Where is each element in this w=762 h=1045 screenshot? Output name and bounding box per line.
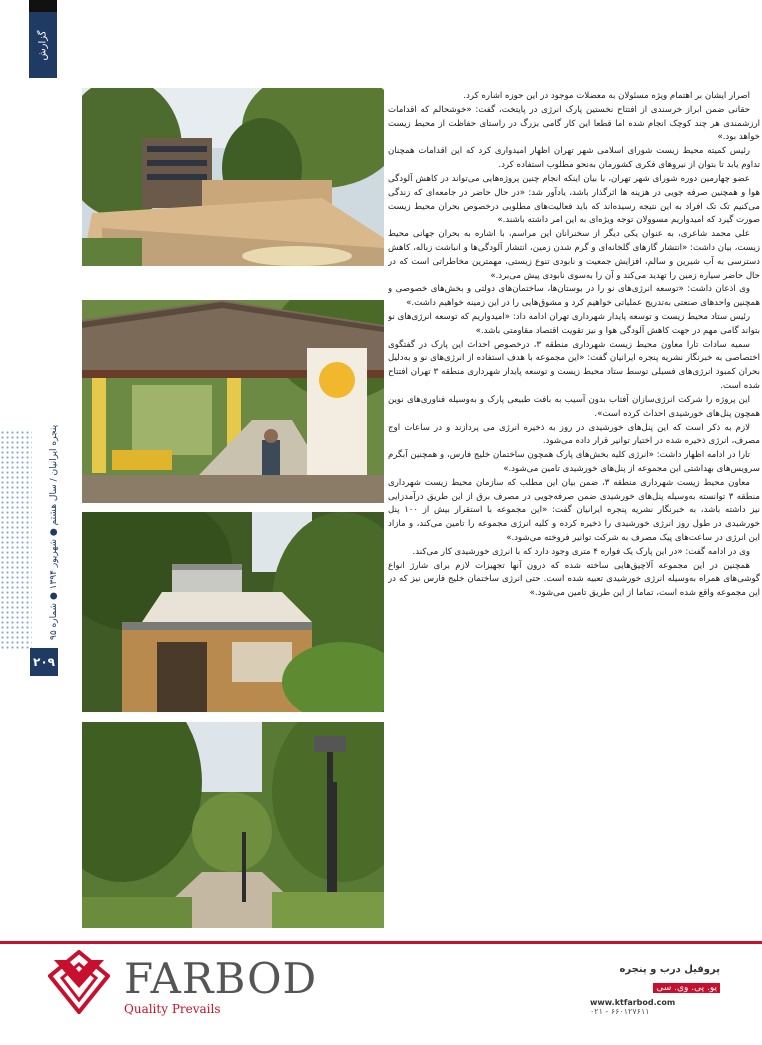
photo-gazebo bbox=[82, 300, 384, 503]
ad-headline: پروفیل درب و پنجره bbox=[619, 964, 720, 975]
ad-subheadline: یو. پی. وی. سی bbox=[653, 983, 720, 993]
paragraph: حقانی ضمن ابراز خرسندی از افتتاح نخستین پارک انرژی در پایتخت، گفت: «خوشحالم که اقدامات ارزشمندی هر چند کوچک انجام شده اما قطعا این کار گامی بزرگ در راستای حفاظت از محیط زیست خواهد بود.» bbox=[388, 104, 760, 143]
paragraph: وی در ادامه گفت: «در این پارک یک فواره ۴ متری وجود دارد که با انرژی خورشیدی کار می‌کند. bbox=[412, 546, 750, 557]
top-black-bar bbox=[29, 0, 57, 12]
magazine-info-strip bbox=[44, 424, 59, 640]
paragraph: این پروژه را شرکت انرژی‌سازان آفتاب بدون آسیب به بافت طبیعی پارک و به‌وسیله فناوری‌های نوین همچون پنل‌های خورشیدی احداث کرده است». bbox=[388, 394, 760, 419]
magazine-info: پنجره ایرانیان / سال هشتم ● شهریور ۱۳۹۴ ● شماره ۹۵ bbox=[49, 424, 59, 640]
photo-solar-building bbox=[82, 512, 384, 712]
decorative-dot-pattern bbox=[0, 430, 32, 650]
paragraph: علی محمد شاعری، به عنوان یکی دیگر از سخنرانان این مراسم، با اشاره به بحران جهانی محیط زیست، بیان داشت: «انتشار گازهای گلخانه‌ای و گرم شدن زمین، انتشار آلودگی‌ها و انباشت زباله، کاهش دسترسی به آب شیرین و سالم، افزایش جمعیت و نابودی تنوع زیستی، مهمترین مخاطراتی است که در حال حاضر سیاره زمین را تهدید می‌کند و آن را به‌سوی نابودی پیش می‌برد.» bbox=[388, 229, 760, 281]
paragraph: عضو چهارمین دوره شورای شهر تهران، با بیان اینکه انجام چنین پروژه‌هایی می‌تواند در کاهش آلودگی هوا و همچنین صرفه جویی در هزینه ها اثرگذار باشد، یادآور شد: «در حال حاضر در جامعه‌ای که زندگی می‌کنیم تک تک افراد به این نتیجه رسیده‌اند که باید فعالیت‌های مطلوبی درخصوص بحران محیط زیست صورت گیرد که امیدواریم مسوولان توجه ویژه‌ای به این امر داشته باشند.» bbox=[388, 173, 760, 226]
ad-text-block bbox=[590, 964, 720, 1016]
paragraph: رئیس کمیته محیط زیست شورای اسلامی شهر تهران اظهار امیدواری کرد که این اقدامات همچنان تداوم یابد تا بتوان از نیروهای فکری کشورمان به‌نحو مطلوب استفاده کرد. bbox=[388, 146, 760, 171]
photo-park-building bbox=[82, 88, 384, 266]
brand-tagline: Quality Prevails bbox=[124, 1002, 221, 1016]
photo-park-path bbox=[82, 722, 384, 928]
advertisement-footer bbox=[0, 944, 762, 1045]
paragraph: وی اذعان داشت: «توسعه انرژی‌های نو را در بوستان‌ها، ساختمان‌های دولتی و بخش‌های خصوصی و همچنین واحدهای صنعتی به‌تدریج عملیاتی خواهیم کرد و مشوق‌هایی را در این زمینه خواهیم داشت.» bbox=[388, 284, 760, 309]
paragraph: معاون محیط زیست شهرداری منطقه ۳، ضمن بیان این مطلب که سازمان محیط زیست شهرداری منطقه ۳ توانسته به‌وسیله پنل‌های خورشیدی ضمن صرفه‌جویی در مصرف برق از این طریق درآمدزایی نیز داشته باشد، به خبرنگار نشریه پنجره ایرانیان گفت: «این مجموعه با استقرار بیش از ۱۰۰ پنل خورشیدی در طول روز انرژی خورشیدی را ذخیره کرده و کلیه انرژی مجموعه را تامین می‌کند، و مازاد این انرژی در ساعت‌های پیک مصرف به شرکت توانیر فروخته می‌شود.» bbox=[388, 477, 760, 543]
page-number: ۲۰۹ bbox=[30, 648, 58, 676]
brand-name: FARBOD bbox=[124, 954, 318, 1003]
paragraph: رئیس ستاد محیط زیست و توسعه پایدار شهرداری تهران ادامه داد: «امیدواریم که توسعه انرژی‌های نو بتواند گامی مهم در جهت کاهش آلودگی هوا و نیز تقویت اقتصاد مقاومتی باشد.» bbox=[388, 312, 760, 336]
article-text bbox=[388, 90, 760, 940]
section-tab bbox=[29, 12, 57, 78]
paragraph: سمیه سادات تارا معاون محیط زیست شهرداری منطقه ۳، درخصوص احداث این پارک در گفتگوی اختصاصی به خبرنگار نشریه پنجره ایرانیان گفت: «این مجموعه با هدف استفاده از انرژی‌های نو و به‌دلیل بحران کمبود انرژی‌های فسیلی توسط ستاد محیط زیست و توسعه پایدار شهرداری منطقه ۳ تهران افتتاح شده است. bbox=[388, 339, 760, 392]
section-label: گزارش bbox=[37, 29, 49, 61]
paragraph: تارا در ادامه اظهار داشت: «انرژی کلیه بخش‌های پارک همچون ساختمان خلیج فارس، و همچنین آبگرم سرویس‌های بهداشتی این مجموعه از پنل‌های خورشیدی تامین می‌شود.» bbox=[388, 450, 760, 474]
paragraph: همچنین در این مجموعه آلاچیق‌هایی ساخته شده که درون آنها تجهیزات لازم برای شارژ انواع گوشی‌های همراه به‌وسیله انرژی خورشیدی تعبیه شده است. حتی انرژی ساختمان خلیج فارس نیز که در این مجموعه واقع شده است، تماما از این طریق تامین می‌شود.» bbox=[388, 560, 760, 599]
paragraph: لازم به ذکر است که این پنل‌های خورشیدی در روز به ذخیره انرژی می پردازند و در ساعات اوج مصرف، انرژی ذخیره شده در اختیار توانیر قرار داده می‌شود. bbox=[388, 422, 760, 447]
ad-phone: ۰۲۱ - ۶۶۰۱۲۷۶۱۱ bbox=[590, 1007, 650, 1016]
farbod-logo-icon bbox=[48, 950, 110, 1014]
ad-website: www.ktfarbod.com bbox=[590, 998, 676, 1007]
paragraph: اصرار ایشان بر اهتمام ویژه مسئولان به معضلات موجود در این حوزه اشاره کرد. bbox=[463, 91, 750, 101]
